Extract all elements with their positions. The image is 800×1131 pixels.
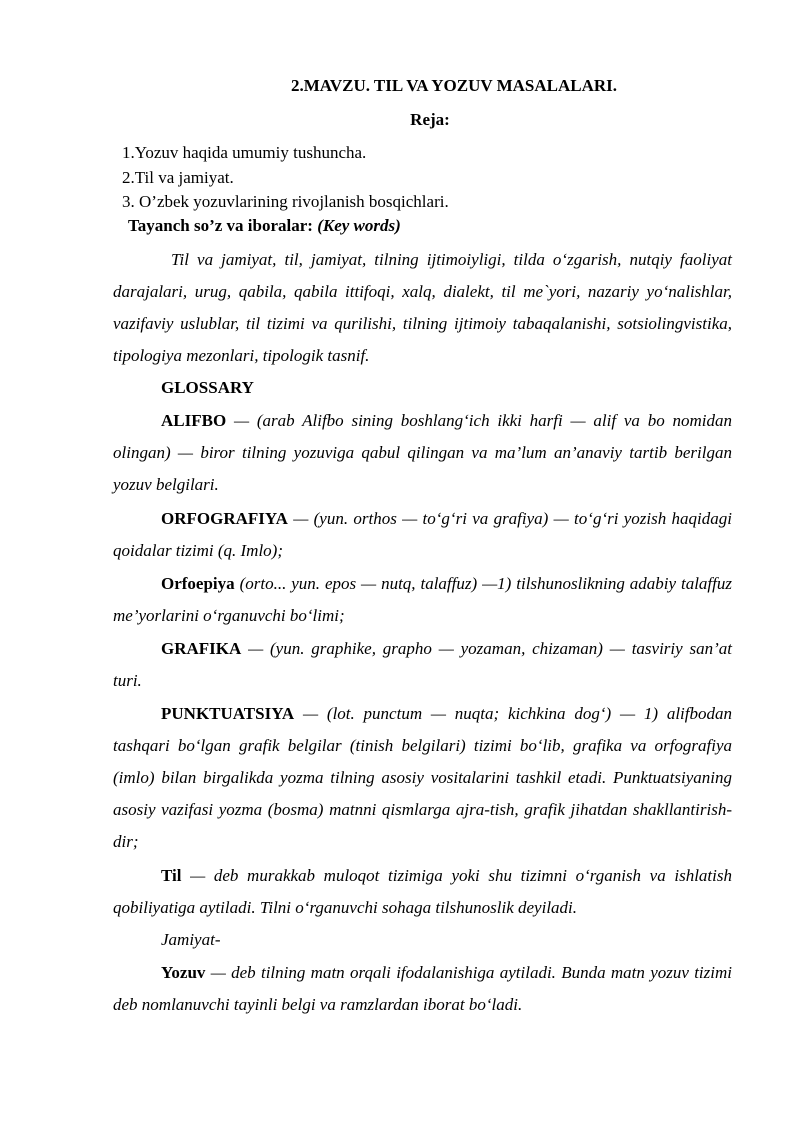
- glossary-entry: [113, 698, 732, 858]
- plan-item: 1.Yozuv haqida umumiy tushuncha.: [122, 143, 367, 162]
- page-title: 2.MAVZU. TIL VA YOZUV MASALALARI.: [290, 76, 618, 95]
- glossary-definition: — deb murakkab muloqot tizimiga yoki shu tizimni o‘rganish va ishlatish qobiliyatiga aytiladi. Tilni o‘rganuvchi sohaga tilshunoslik deyiladi.: [113, 866, 732, 917]
- keywords-heading: [128, 216, 401, 236]
- glossary-term: Til: [161, 866, 182, 885]
- glossary-entry: [113, 633, 732, 697]
- keywords-label-en: (Key words): [317, 216, 401, 235]
- glossary-term: ALIFBO: [161, 411, 227, 430]
- glossary-entry-yozuv: [113, 957, 732, 1021]
- glossary-definition: — (lot. punctum — nuqta; kichkina dog‘) — 1) alifbodan tashqari bo‘lgan grafik belgilar (tinish belgilari) tizimi bo‘lib, grafika va orfografiya (imlo) bilan birgalikda yozma tilning asosiy vositalarini tashkil etadi. Punktuatsiyaning asosiy vazifasi yozma (bosma) matnni qismlarga ajra-tish, grafik jihatdan shakllantirish-dir;: [113, 704, 732, 851]
- glossary-term: Yozuv: [161, 963, 206, 982]
- glossary-definition: — (yun. graphike, grapho — yozaman, chizaman) — tasviriy san’at turi.: [113, 639, 732, 690]
- plan-item: 2.Til va jamiyat.: [122, 168, 234, 187]
- glossary-entry: [113, 568, 732, 632]
- glossary-heading: GLOSSARY: [161, 378, 254, 397]
- plan-item: 3. O’zbek yozuvlarining rivojlanish bosqichlari.: [122, 192, 449, 211]
- glossary-term: PUNKTUATSIYA: [161, 704, 295, 723]
- glossary-definition: — (yun. orthos — to‘g‘ri va grafiya) — to‘g‘ri yozish haqidagi qoidalar tizimi (q. Imlo);: [113, 509, 732, 560]
- glossary-term: GRAFIKA: [161, 639, 242, 658]
- glossary-entry: [113, 503, 732, 567]
- keywords-paragraph: Til va jamiyat, til, jamiyat, tilning ijtimoiyligi, tilda o‘zgarish, nutqiy faoliyat darajalari, urug, qabila, qabila ittifoqi, xalq, dialekt, til me`yori, nazariy yo‘nalishlar, vazifaviy uslublar, til tizimi va qurilishi, tilning ijtimoiy tabaqalanishi, sotsiolingvistika, tipologiya mezonlari, tipologik tasnif.: [113, 250, 732, 365]
- glossary-entry: [113, 405, 732, 501]
- glossary-definition: — deb tilning matn orqali ifodalanishiga aytiladi. Bunda matn yozuv tizimi deb nomlanuvchi tayinli belgi va ramzlardan iborat bo‘ladi.: [113, 963, 732, 1014]
- keywords-label: Tayanch so’z va iboralar:: [128, 216, 313, 235]
- glossary-definition: — (arab Alifbo sining boshlang‘ich ikki harfi — alif va bo nomidan olingan) — biror tilning yozuviga qabul qilingan va ma’lum an’anaviy tartib berilgan yozuv belgilari.: [113, 411, 732, 494]
- glossary-entry: [113, 860, 732, 924]
- glossary-term: Orfoepiya: [161, 574, 235, 593]
- glossary-term: ORFOGRAFIYA: [161, 509, 288, 528]
- plan-heading: Reja:: [410, 110, 450, 129]
- jamiyat-label: Jamiyat-: [161, 930, 221, 949]
- glossary-definition: (orto... yun. epos — nutq, talaffuz) —1) tilshunoslikning adabiy talaffuz me’yorlarini o‘rganuvchi bo‘limi;: [113, 574, 732, 625]
